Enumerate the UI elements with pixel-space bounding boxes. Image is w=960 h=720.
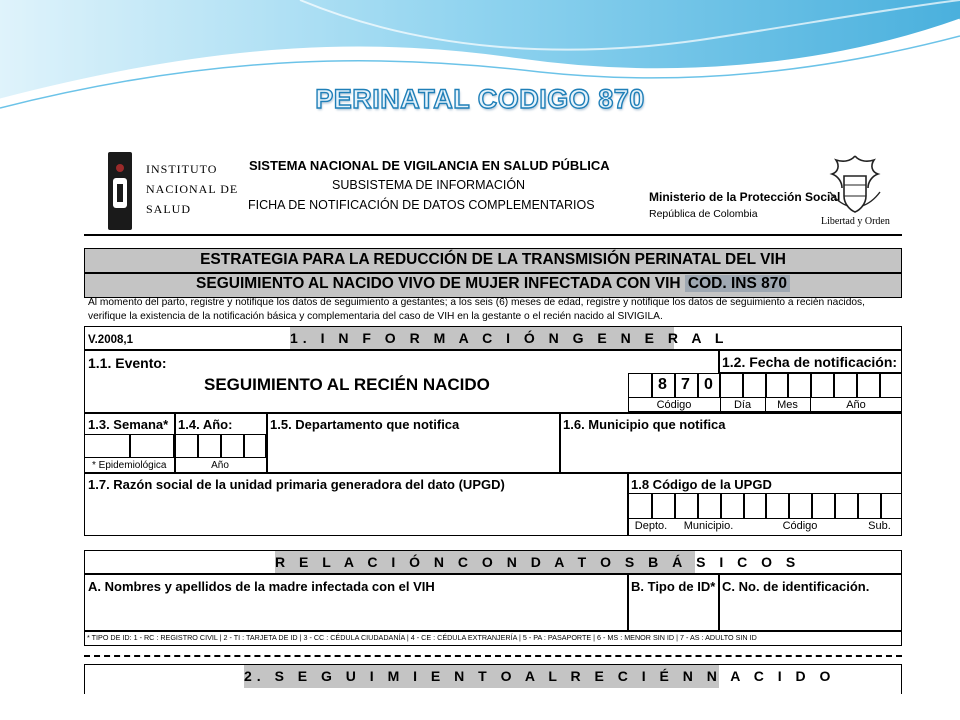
nombres-madre-label: A. Nombres y apellidos de la madre infectada con el VIH [88,579,435,594]
system-title: SISTEMA NACIONAL DE VIGILANCIA EN SALUD PÚBLICA [249,158,610,173]
subsystem-title: SUBSISTEMA DE INFORMACIÓN [332,178,526,192]
codigo-caption: Código [656,399,692,411]
fecha-divider-7 [879,373,881,398]
dia-caption: Día [733,399,752,411]
banner-line2: SEGUIMIENTO AL NACIDO VIVO DE MUJER INFECTADA CON VIH [196,275,681,292]
upgd-divider-6 [765,493,767,519]
tipo-id-note-divider [84,630,902,632]
razon-social-label: 1.7. Razón social de la unidad primaria generadora del dato (UPGD) [88,477,505,492]
anio-field-divider-1 [197,434,199,458]
fecha-divider-2 [765,373,767,398]
anio-note: Año [211,460,229,471]
fecha-divider-1 [742,373,744,398]
upgd-divider-10 [857,493,859,519]
relacion-title-divider [84,573,902,575]
tipo-id-note: * TIPO DE ID: 1 - RC : REGISTRO CIVIL | 2 - TI : TARJETA DE ID | 3 - CC : CÉDULA CIUDADANÍA | 4 - CE : CÉDULA EXTRANJERÍA | 5 - PA : PASAPORTE | 6 - MS : MENOR SIN ID | 7 - AS : ADULTO SIN ID [87,633,757,642]
instructions-line2: verifique la existencia de la notificación básica y complementaria del caso de VIH en la gestante o el recién nacido al SIVIGILA. [88,311,663,322]
nombres-tipo-divider [627,573,629,631]
relacion-title: R E L A C I Ó N C O N D A T O S B Á S I C O S [275,554,801,570]
upgd-divider-4 [720,493,722,519]
upgd-divider-7 [788,493,790,519]
epidemiologica-note: * Epidemiológica [92,460,167,471]
institute-line1: INSTITUTO [146,162,218,176]
fecha-label: 1.2. Fecha de notificación: [722,354,898,370]
row3-top-line [84,472,902,474]
mes-caption: Mes [777,399,798,411]
upgd-divider-9 [834,493,836,519]
form-name: FICHA DE NOTIFICACIÓN DE DATOS COMPLEMENTARIOS [248,198,595,212]
codigo-digit-3: 0 [704,376,713,393]
ministry-name: Ministerio de la Protección Social [649,190,841,204]
slide-title: PERINATAL CODIGO 870 [315,84,645,114]
upgd-code-label: 1.8 Código de la UPGD [631,477,772,492]
evento-label: 1.1. Evento: [88,355,167,371]
fecha-divider-3 [787,373,789,398]
numero-id-label: C. No. de identificación. [722,579,870,594]
upgd-divider-1 [651,493,653,519]
notification-form [84,150,902,694]
departamento-municipio-divider [559,412,561,473]
anio-field-divider-2 [220,434,222,458]
tipo-numero-divider [718,573,720,631]
section1-title-divider [84,349,902,351]
upgd-caption-municipio: Municipio. [683,520,734,532]
upgd-divider-2 [674,493,676,519]
municipio-label: 1.6. Municipio que notifica [563,417,726,432]
fecha-divider-5 [833,373,835,398]
anio-label: 1.4. Año: [178,417,233,432]
departamento-label: 1.5. Departamento que notifica [270,417,460,432]
form-version: V.2008,1 [88,334,133,346]
section1-title: 1. I N F O R M A C I Ó N G E N E R A L [290,330,729,346]
upgd-caption-depto: Depto. [634,520,668,532]
fecha-divider-6 [856,373,858,398]
anio-departamento-divider [266,412,268,473]
codigo-digit-2: 7 [681,376,690,393]
semana-label: 1.3. Semana* [88,417,169,432]
banner-divider [84,272,902,274]
upgd-divider-8 [811,493,813,519]
row2-top-line [84,412,902,414]
anio-field-divider-3 [243,434,245,458]
fecha-divider-4 [810,373,812,398]
anio-caption: Año [846,399,866,411]
institute-line3: SALUD [146,202,192,216]
instructions-line1: Al momento del parto, registre y notifique los datos de seguimiento a gestantes; a los seis (6) meses de edad, registre y notifique los datos de seguimiento a recién nacidos, [88,297,865,308]
semana-field-divider [129,434,131,458]
motto: Libertad y Orden [821,216,890,227]
codigo-digit-1: 8 [658,376,667,393]
fecha-label-divider [718,350,720,373]
upgd-divider-11 [880,493,882,519]
institute-line2: NACIONAL DE [146,182,239,196]
coat-of-arms-icon [822,152,888,218]
header-divider [84,234,902,236]
country-name: República de Colombia [649,208,758,220]
banner-line1: ESTRATEGIA PARA LA REDUCCIÓN DE LA TRANSMISIÓN PERINATAL DEL VIH [200,251,786,268]
upgd-divider-3 [697,493,699,519]
upgd-divider-5 [743,493,745,519]
upgd-caption-sub: Sub. [868,520,891,532]
evento-value: SEGUIMIENTO AL RECIÉN NACIDO [204,375,490,394]
banner-code: COD. INS 870 [685,275,790,292]
tipo-id-label: B. Tipo de ID* [631,579,716,594]
section2-title: 2. S E G U I M I E N T O A L R E C I É N N A C I D O [244,668,836,684]
cut-line [84,655,902,657]
ins-logo-icon [108,152,132,230]
upgd-caption-codigo: Código [782,520,818,532]
